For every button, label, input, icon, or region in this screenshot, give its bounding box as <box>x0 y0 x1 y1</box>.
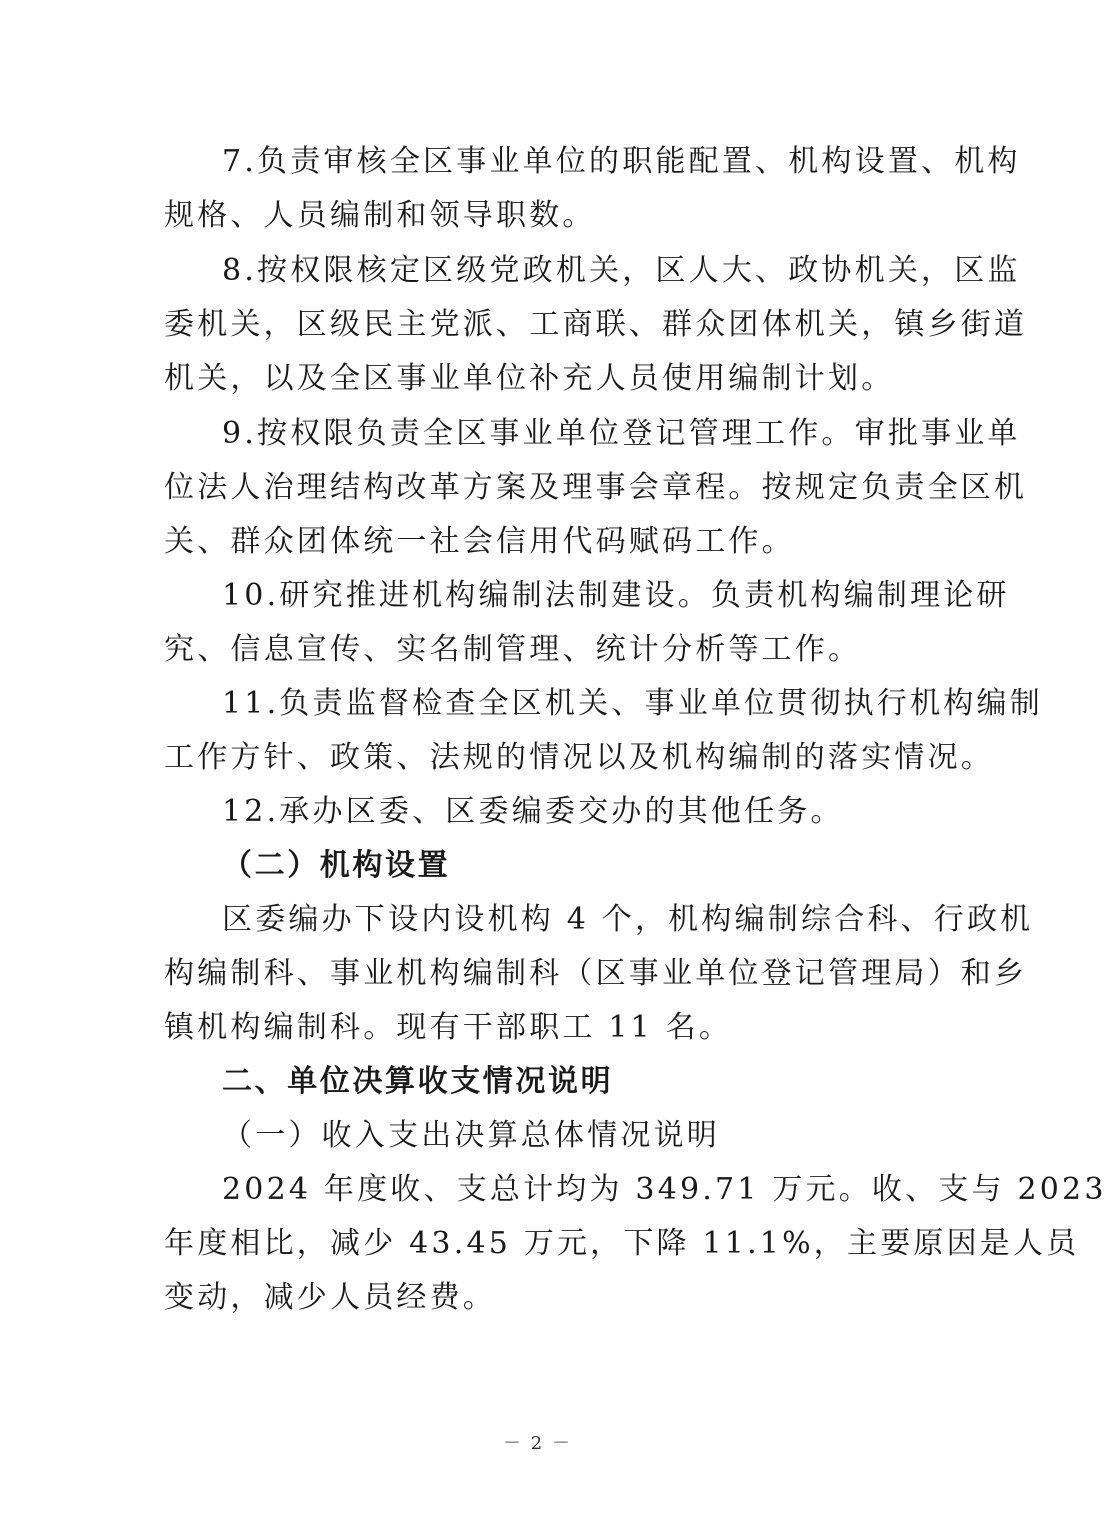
paragraph-line: 9.按权限负责全区事业单位登记管理工作。审批事业单 <box>222 416 1021 451</box>
section-heading: （二）机构设置 <box>222 848 451 883</box>
paragraph-line: 规格、人员编制和领导职数。 <box>164 198 596 233</box>
paragraph-line: 2024 年度收、支总计均为 349.71 万元。收、支与 2023 <box>222 1172 1107 1207</box>
paragraph-line: 变动，减少人员经费。 <box>164 1280 496 1315</box>
paragraph-line: 镇机构编制科。现有干部职工 11 名。 <box>164 1010 733 1045</box>
paragraph-line: 年度相比，减少 43.45 万元，下降 11.1%，主要原因是人员 <box>164 1226 1080 1261</box>
paragraph-line: 10.研究推进机构编制法制建设。负责机构编制理论研 <box>222 578 1010 613</box>
paragraph-line: 11.负责监督检查全区机关、事业单位贯彻执行机构编制 <box>222 686 1043 721</box>
paragraph-line: 机关，以及全区事业单位补充人员使用编制计划。 <box>164 361 895 396</box>
paragraph-line: 12.承办区委、区委编委交办的其他任务。 <box>222 794 844 829</box>
page-number: － 2 － <box>503 1433 572 1454</box>
paragraph-line: 区委编办下设内设机构 4 个，机构编制综合科、行政机 <box>222 902 1034 937</box>
paragraph-line: 位法人治理结构改革方案及理事会章程。按规定负责全区机 <box>164 470 1028 505</box>
paragraph-line: 工作方针、政策、法规的情况以及机构编制的落实情况。 <box>164 740 994 775</box>
paragraph-line: 8.按权限核定区级党政机关，区人大、政协机关，区监 <box>222 253 1021 288</box>
chapter-heading: 二、单位决算收支情况说明 <box>222 1064 614 1099</box>
paragraph-line: 究、信息宣传、实名制管理、统计分析等工作。 <box>164 632 862 667</box>
paragraph-line: 关、群众团体统一社会信用代码赋码工作。 <box>164 524 795 559</box>
section-heading: （一）收入支出决算总体情况说明 <box>222 1118 720 1153</box>
paragraph-line: 构编制科、事业机构编制科（区事业单位登记管理局）和乡 <box>164 956 1028 991</box>
paragraph-line: 委机关，区级民主党派、工商联、群众团体机关，镇乡街道 <box>164 307 1028 342</box>
paragraph-line: 7.负责审核全区事业单位的职能配置、机构设置、机构 <box>222 144 1021 179</box>
